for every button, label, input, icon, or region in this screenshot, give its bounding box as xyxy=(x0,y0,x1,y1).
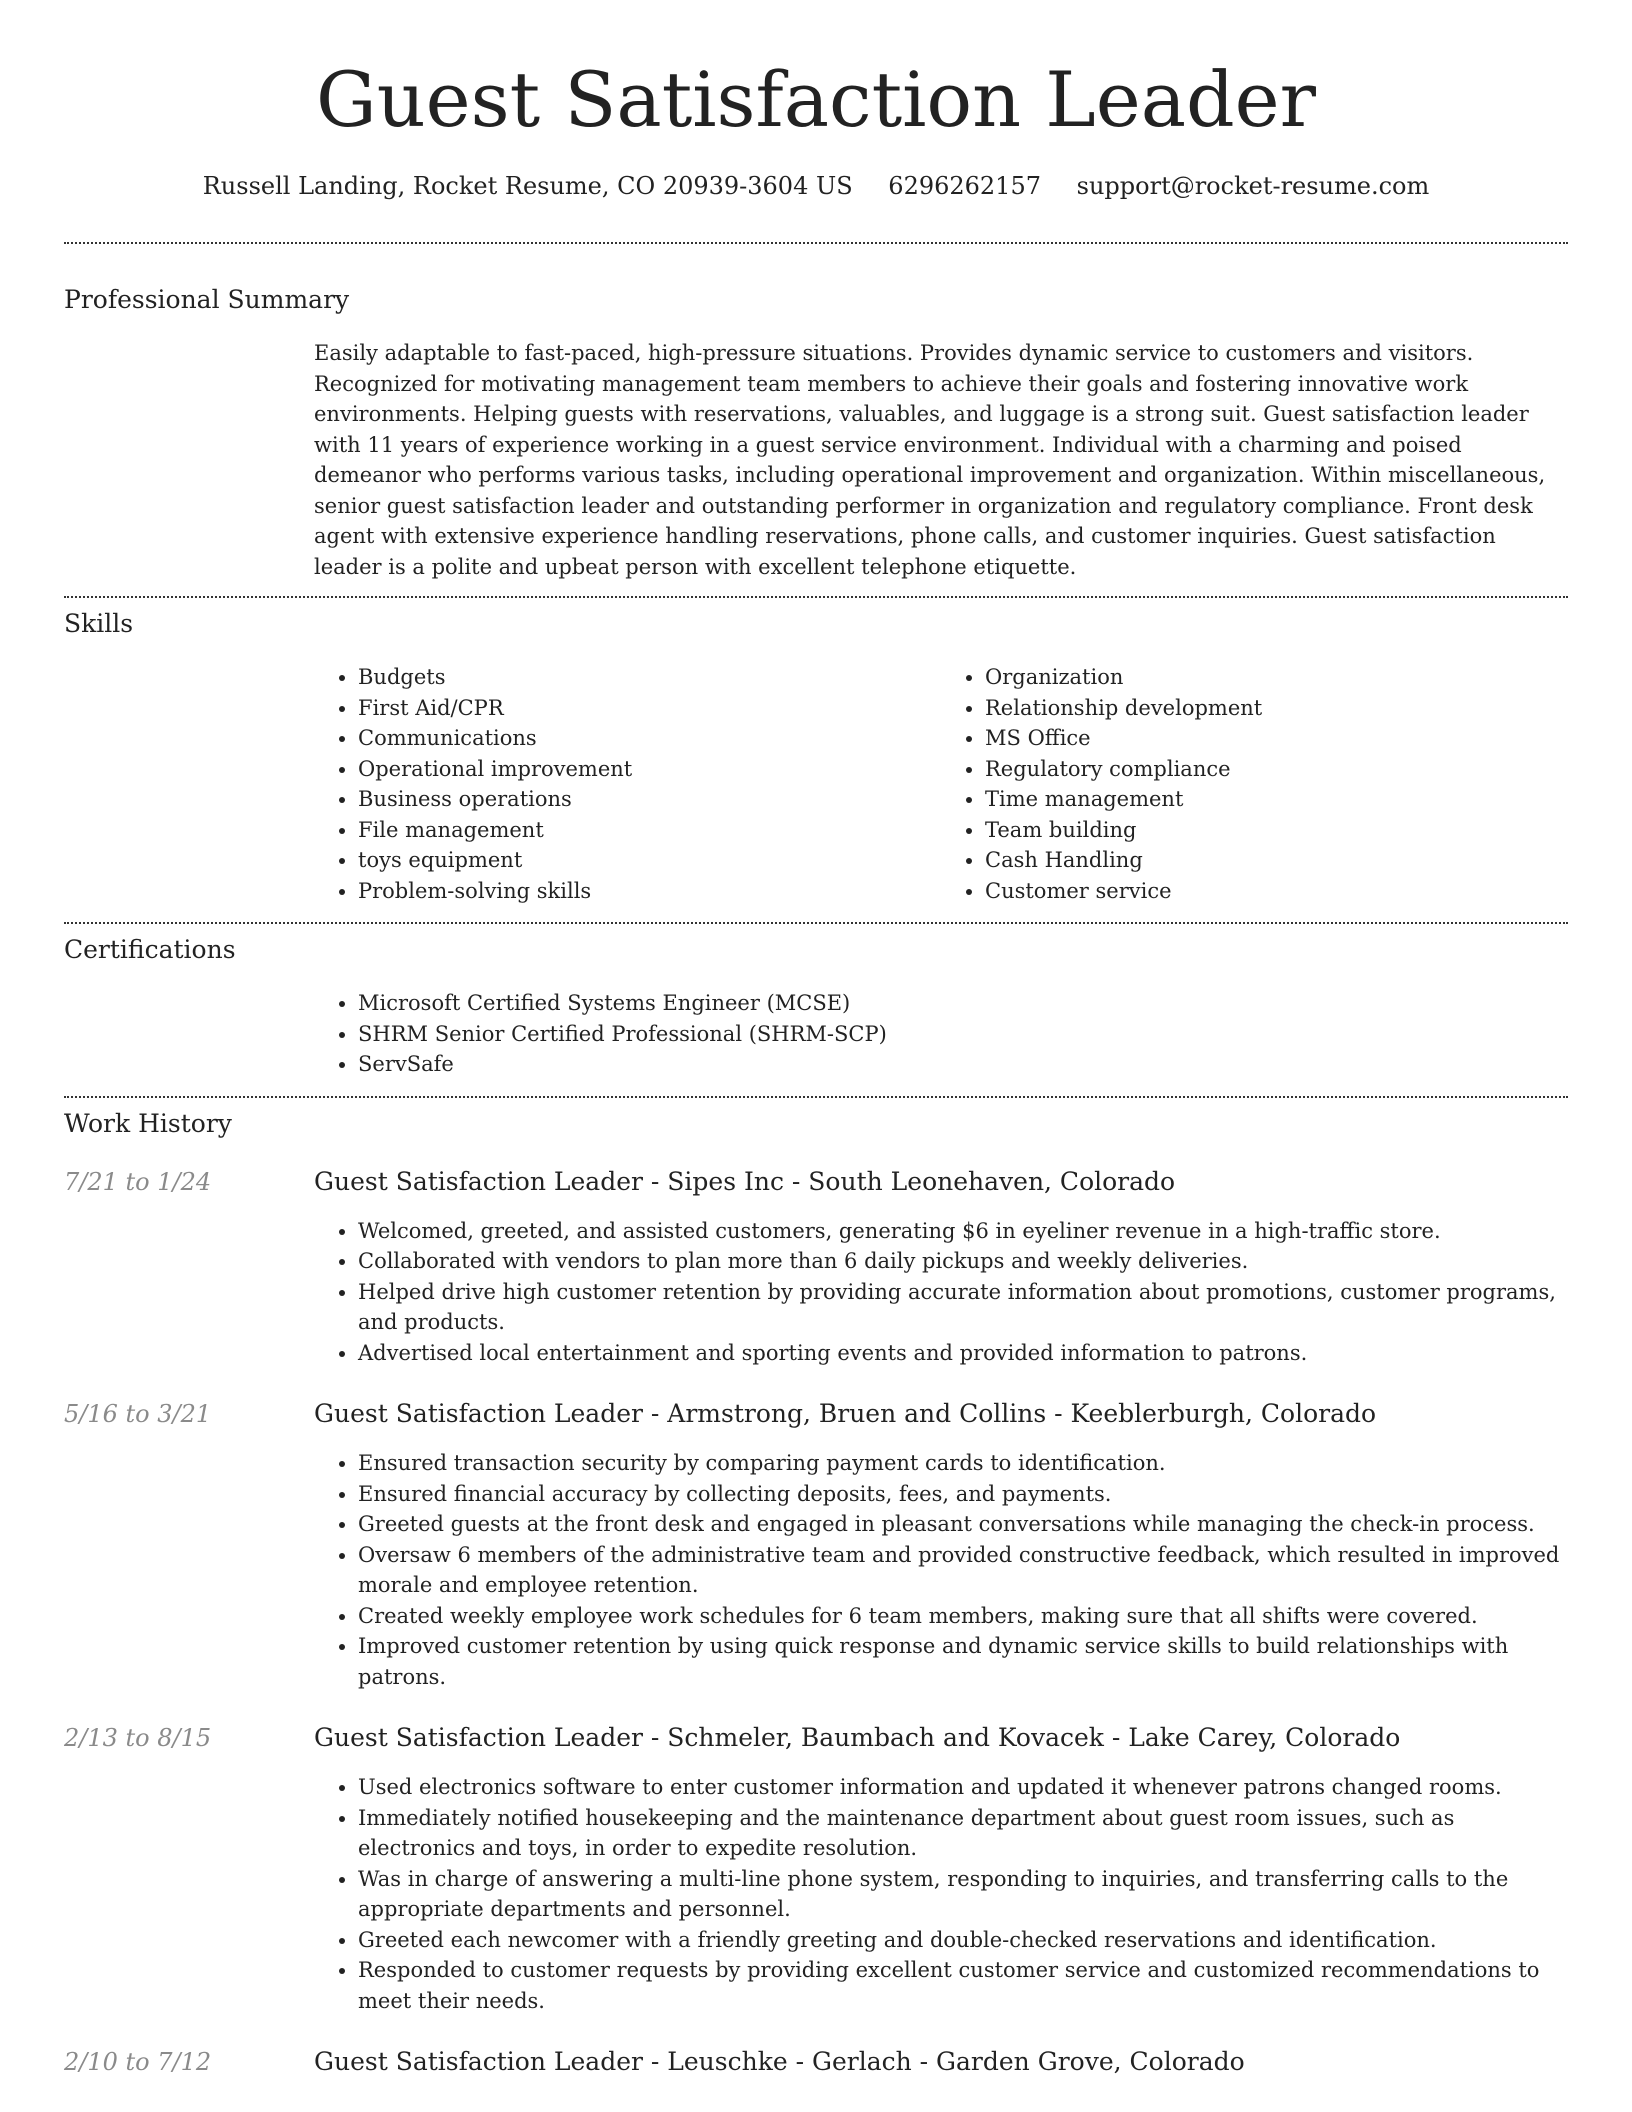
job-entry xyxy=(64,1398,1568,1692)
skill-item: • Regulatory compliance xyxy=(985,754,1568,785)
job-entry xyxy=(64,1166,1568,1369)
skill-item: • File management xyxy=(358,815,941,846)
contact-phone: 6296262157 xyxy=(888,172,1041,200)
work-section-title: Work History xyxy=(64,1108,232,1138)
job-details xyxy=(314,1216,1568,1369)
job-details xyxy=(314,1448,1568,1692)
job-bullet: • Created weekly employee work schedules for 6 team members, making sure that all shifts were covered. xyxy=(358,1601,1568,1632)
summary-text: Easily adaptable to fast-paced, high-pressure situations. Provides dynamic service to customers and visitors. Recognized for motivating management team members to achieve their goals and fostering innovative work environments. Helping guests with reservations, valuables, and luggage is a strong suit. Guest satisfaction leader with 11 years of experience working in a guest service environment. Individual with a charming and poised demeanor who performs various tasks, including operational improvement and organization. Within miscellaneous, senior guest satisfaction leader and outstanding performer in organization and regulatory compliance. Front desk agent with extensive experience handling reservations, phone calls, and customer inquiries. Guest satisfaction leader is a polite and upbeat person with excellent telephone etiquette. xyxy=(314,341,1546,579)
skill-item: • Operational improvement xyxy=(358,754,941,785)
certification-item: • Microsoft Certified Systems Engineer (MCSE) xyxy=(358,988,1568,1019)
section-divider xyxy=(64,922,1568,924)
skill-item: • MS Office xyxy=(985,723,1568,754)
section-divider xyxy=(64,596,1568,598)
job-header xyxy=(64,1166,1568,1198)
summary-section-title: Professional Summary xyxy=(64,285,350,314)
contact-address: Russell Landing, Rocket Resume, CO 20939-3604 US xyxy=(202,172,853,200)
job-title: Guest Satisfaction Leader - Schmeler, Baumbach and Kovacek - Lake Carey, Colorado xyxy=(314,1723,1401,1752)
skills-section-title: Skills xyxy=(64,609,134,638)
job-bullet: • Greeted each newcomer with a friendly greeting and double-checked reservations and identification. xyxy=(358,1925,1568,1956)
job-details xyxy=(314,1772,1568,2016)
resume-page xyxy=(64,0,1568,2078)
skill-item: • Team building xyxy=(985,815,1568,846)
job-bullet: • Improved customer retention by using quick response and dynamic service skills to build relationships with patrons. xyxy=(358,1631,1568,1692)
skills-list-right xyxy=(941,662,1568,906)
job-entry xyxy=(64,1722,1568,2016)
job-bullet: • Ensured transaction security by comparing payment cards to identification. xyxy=(358,1448,1568,1479)
job-bullet: • Oversaw 6 members of the administrative team and provided constructive feedback, which resulted in improved morale and employee retention. xyxy=(358,1540,1568,1601)
job-bullet: • Immediately notified housekeeping and the maintenance department about guest room issues, such as electronics and toys, in order to expedite resolution. xyxy=(358,1803,1568,1864)
certification-item: • SHRM Senior Certified Professional (SHRM-SCP) xyxy=(358,1019,1568,1050)
skill-item: • Organization xyxy=(985,662,1568,693)
skill-item: • Problem-solving skills xyxy=(358,876,941,907)
certifications-section-title: Certifications xyxy=(64,935,236,964)
job-bullet: • Welcomed, greeted, and assisted customers, generating $6 in eyeliner revenue in a high-traffic store. xyxy=(358,1216,1568,1247)
skill-item: • toys equipment xyxy=(358,845,941,876)
skill-item: • Cash Handling xyxy=(985,845,1568,876)
job-bullet: • Helped drive high customer retention by providing accurate information about promotions, customer programs, and products. xyxy=(358,1277,1568,1338)
job-date: 2/13 to 8/15 xyxy=(64,1724,212,1752)
job-title: Guest Satisfaction Leader - Sipes Inc - South Leonehaven, Colorado xyxy=(314,1166,1176,1196)
job-date: 2/10 to 7/12 xyxy=(64,2048,212,2076)
certification-item: • ServSafe xyxy=(358,1049,1568,1080)
skill-item: • Communications xyxy=(358,723,941,754)
skill-item: • Business operations xyxy=(358,784,941,815)
contact-email: support@rocket-resume.com xyxy=(1076,172,1430,200)
job-bullet: • Greeted guests at the front desk and engaged in pleasant conversations while managing the check-in process. xyxy=(358,1509,1568,1540)
job-bullet: • Was in charge of answering a multi-line phone system, responding to inquiries, and transferring calls to the appropriate departments and personnel. xyxy=(358,1864,1568,1925)
job-bullet: • Advertised local entertainment and sporting events and provided information to patrons. xyxy=(358,1338,1568,1369)
contact-line xyxy=(64,170,1568,202)
job-bullet: • Used electronics software to enter customer information and updated it whenever patrons changed rooms. xyxy=(358,1772,1568,1803)
certifications-list xyxy=(314,988,1568,1080)
skills-list-left xyxy=(314,662,941,906)
certifications-content xyxy=(314,988,1568,1080)
skill-item: • Customer service xyxy=(985,876,1568,907)
job-title: Guest Satisfaction Leader - Leuschke - Gerlach - Garden Grove, Colorado xyxy=(314,2047,1245,2076)
skills-grid xyxy=(314,662,1568,906)
skill-item: • First Aid/CPR xyxy=(358,693,941,724)
skill-item: • Time management xyxy=(985,784,1568,815)
job-header xyxy=(64,1398,1568,1430)
job-date: 7/21 to 1/24 xyxy=(64,1167,212,1196)
job-header xyxy=(64,2046,1568,2078)
job-bullet: • Collaborated with vendors to plan more than 6 daily pickups and weekly deliveries. xyxy=(358,1246,1568,1277)
job-bullet: • Responded to customer requests by providing excellent customer service and customized recommendations to meet their needs. xyxy=(358,1955,1568,2016)
skill-item: • Budgets xyxy=(358,662,941,693)
job-bullets xyxy=(314,1772,1568,2016)
section-divider xyxy=(64,242,1568,244)
resume-name: Guest Satisfaction Leader xyxy=(316,55,1316,144)
job-bullets xyxy=(314,1216,1568,1369)
job-date: 5/16 to 3/21 xyxy=(64,1400,212,1428)
job-bullets xyxy=(314,1448,1568,1692)
job-bullet: • Ensured financial accuracy by collecting deposits, fees, and payments. xyxy=(358,1479,1568,1510)
job-title: Guest Satisfaction Leader - Armstrong, Bruen and Collins - Keeblerburgh, Colorado xyxy=(314,1399,1377,1428)
job-entry xyxy=(64,2046,1568,2078)
skill-item: • Relationship development xyxy=(985,693,1568,724)
job-header xyxy=(64,1722,1568,1754)
section-divider xyxy=(64,1096,1568,1098)
